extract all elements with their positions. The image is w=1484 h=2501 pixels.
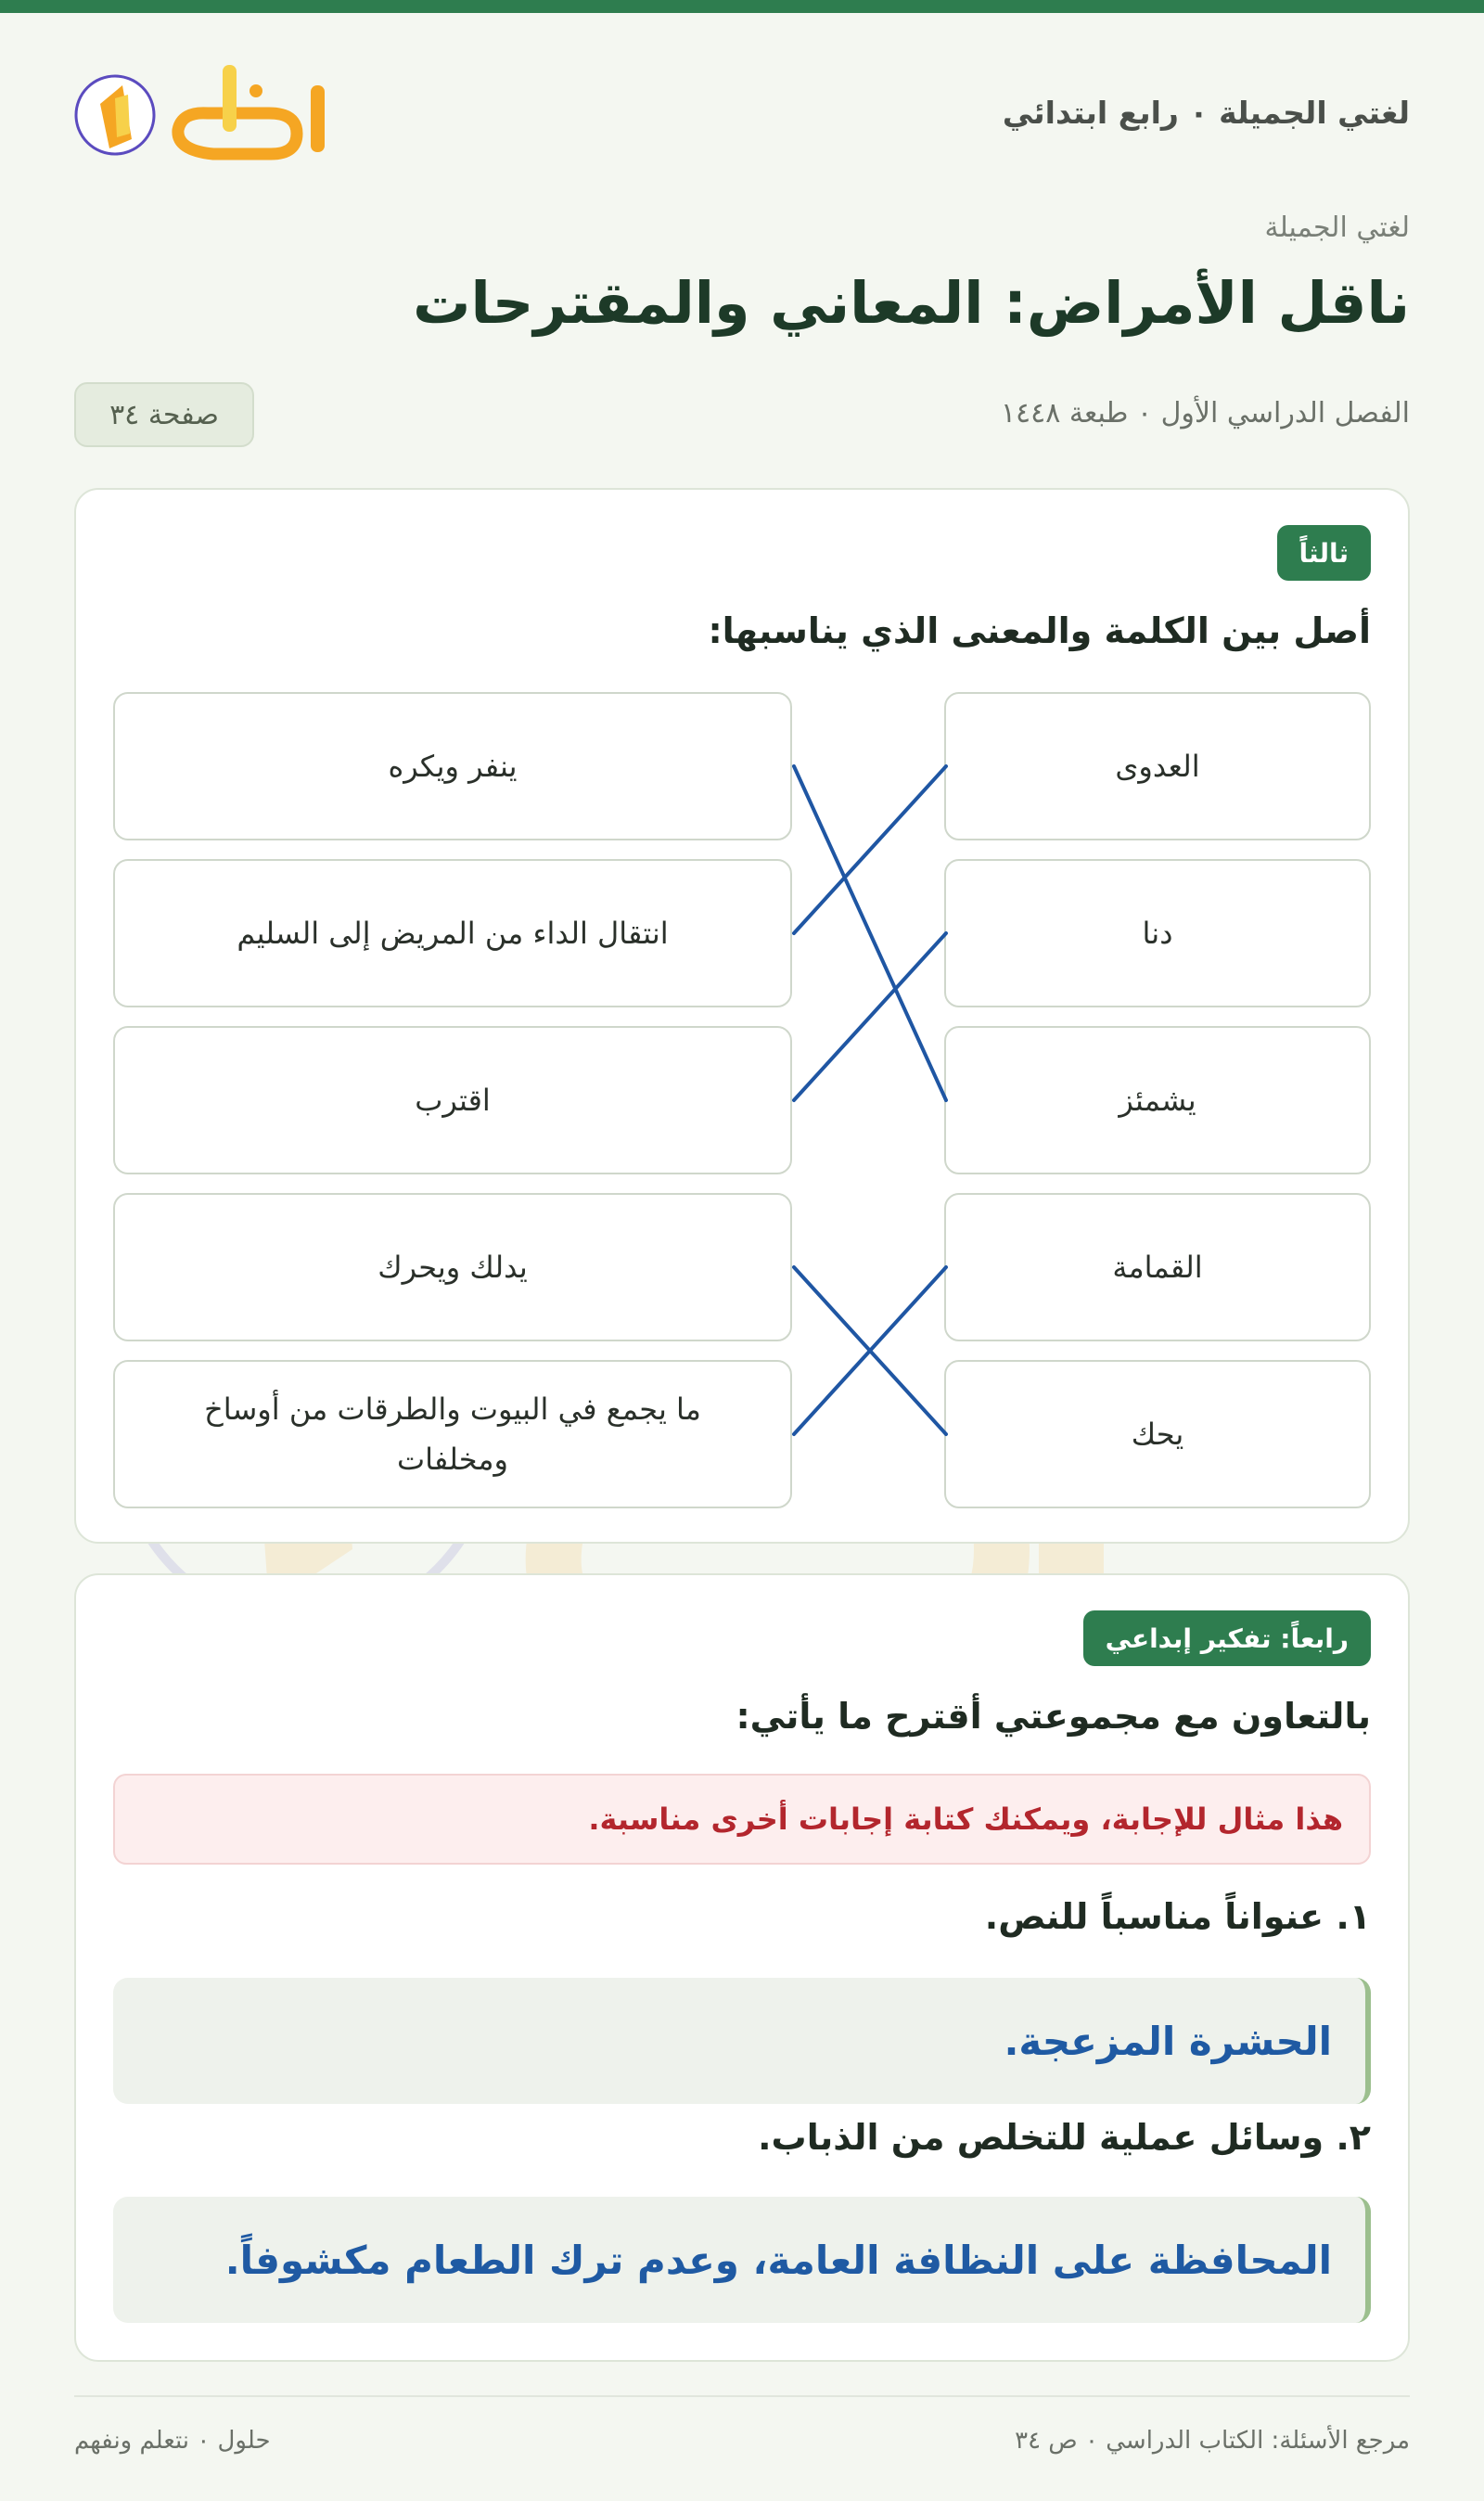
section-badge-third: ثالثاً <box>1277 525 1371 581</box>
creative-thinking-card <box>74 1573 1410 2362</box>
question-1: ١. عنواناً مناسباً للنص. <box>984 1896 1371 1937</box>
answer-2: المحافظة على النظافة العامة، وعدم ترك الطعام مكشوفاً. <box>113 2197 1371 2323</box>
word-item[interactable]: القمامة <box>944 1193 1371 1341</box>
top-accent-bar <box>0 0 1484 13</box>
matching-exercise-card <box>74 488 1410 1544</box>
word-item[interactable]: دنا <box>944 859 1371 1007</box>
answer-note: هذا مثال للإجابة، ويمكنك كتابة إجابات أخرى مناسبة. <box>113 1774 1371 1865</box>
book-label: لغتي الجميلة <box>1264 212 1410 244</box>
page-number-badge: صفحة ٣٤ <box>74 382 254 447</box>
match-line-2 <box>794 933 946 1100</box>
meaning-item[interactable]: ما يجمع في البيوت والطرقات من أوساخ ومخلفات <box>113 1360 792 1508</box>
match-line-5 <box>794 1267 946 1434</box>
header-title: لغتي الجميلة ٠ رابع ابتدائي <box>1002 95 1410 131</box>
match-line-4 <box>794 1267 946 1434</box>
semester-edition: الفصل الدراسي الأول ٠ طبعة ١٤٤٨ <box>1000 397 1410 430</box>
matching-instruction: أصل بين الكلمة والمعنى الذي يناسبها: <box>708 610 1371 651</box>
word-item[interactable]: العدوى <box>944 692 1371 840</box>
footer-reference: مرجع الأسئلة: الكتاب الدراسي ٠ ص ٣٤ <box>1015 2427 1410 2455</box>
question-2: ٢. وسائل عملية للتخلص من الذباب. <box>758 2117 1371 2158</box>
meaning-item[interactable]: انتقال الداء من المريض إلى السليم <box>113 859 792 1007</box>
match-line-1 <box>794 766 946 933</box>
creative-instruction: بالتعاون مع مجموعتي أقترح ما يأتي: <box>736 1696 1371 1737</box>
meaning-item[interactable]: ينفر ويكره <box>113 692 792 840</box>
meaning-item[interactable]: اقترب <box>113 1026 792 1174</box>
footer-brand: حلول ٠ نتعلم ونفهم <box>74 2427 271 2455</box>
answer-1: الحشرة المزعجة. <box>113 1978 1371 2104</box>
hulul-logo-icon <box>74 58 334 173</box>
page-header <box>74 58 1410 173</box>
page-title: ناقل الأمراض: المعاني والمقترحات <box>413 269 1410 337</box>
meaning-item[interactable]: يدلك ويحرك <box>113 1193 792 1341</box>
section-badge-fourth: رابعاً: تفكير إبداعي <box>1083 1610 1371 1666</box>
word-item[interactable]: يشمئز <box>944 1026 1371 1174</box>
word-item[interactable]: يحك <box>944 1360 1371 1508</box>
match-line-3 <box>794 766 946 1100</box>
footer-divider <box>74 2395 1410 2397</box>
